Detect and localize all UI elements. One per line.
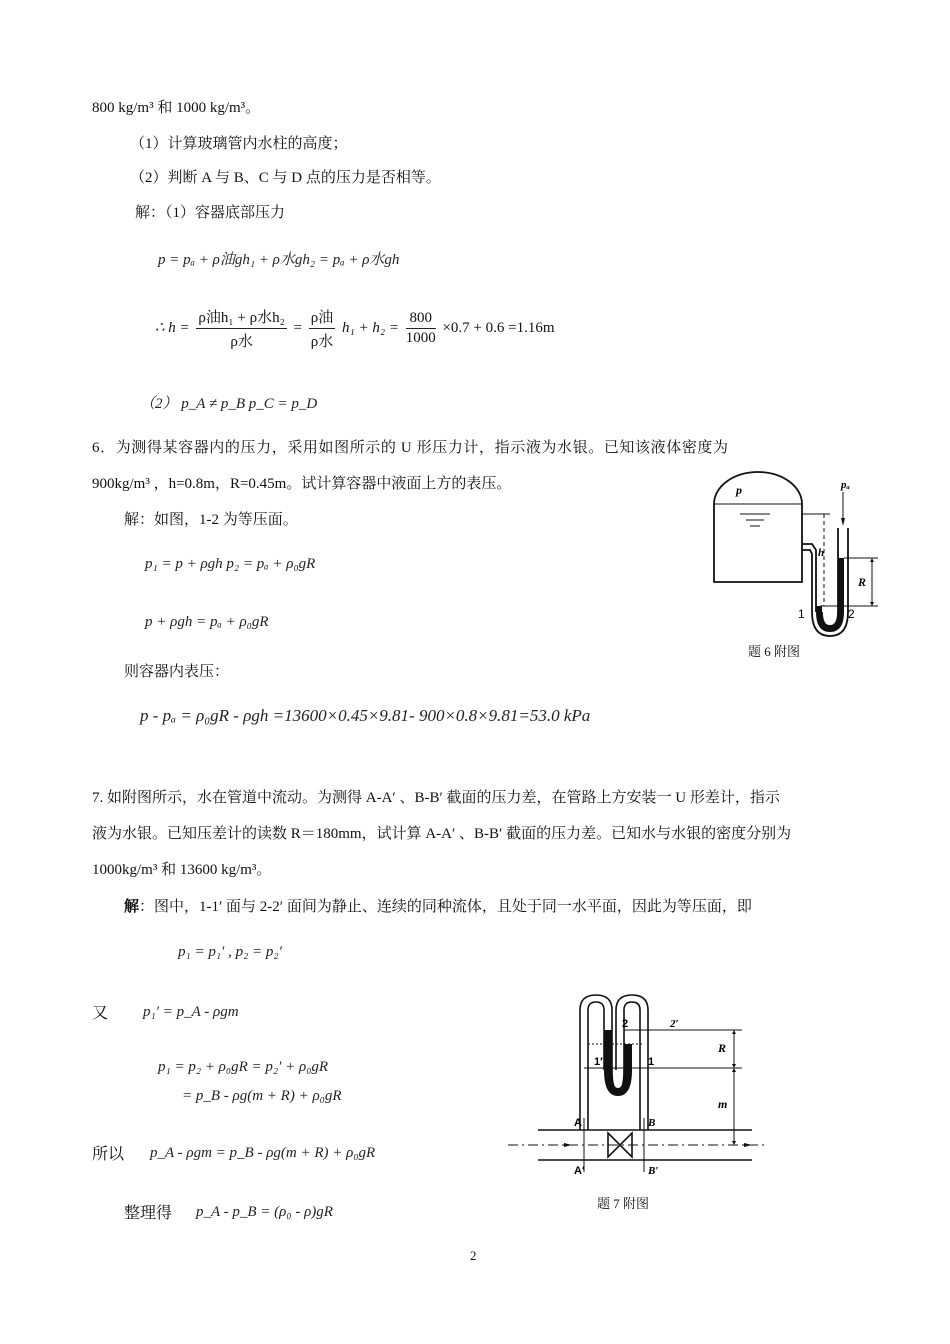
fig6-vessel: [714, 472, 802, 582]
figure-6: [700, 468, 890, 640]
q7-solution-label: 解: [124, 899, 140, 915]
q7-equation-3b: = p_B - ρg(m + R) + ρ₀gR: [182, 1088, 342, 1104]
densities-line: 800 kg/m³ 和 1000 kg/m³。: [92, 100, 261, 116]
fig6-caption: 题 6 附图: [748, 644, 801, 659]
fig7-label-m: m: [718, 1097, 728, 1111]
q5-subquestion-2: （2）判断 A 与 B、C 与 D 点的压力是否相等。: [130, 170, 441, 186]
q7-statement-line-2: 液为水银。已知压差计的读数 R＝180mm，试计算 A-A′ 、B-B′ 截面的压力差。已知水与水银的密度分别为: [92, 826, 792, 842]
q7-equation-1: p₁ = p₁′ , p₂ = p₂′: [178, 944, 282, 960]
q5-answer-2: （2） p_A ≠ p_B p_C = p_D: [140, 396, 318, 412]
fig7-label-R: R: [718, 1041, 727, 1055]
fig7-label-2-prime: 2′: [670, 1018, 679, 1030]
q7-also-label: 又: [92, 1005, 109, 1022]
q6-gauge-pressure-label: 则容器内表压：: [124, 664, 230, 680]
figure-7: [508, 990, 770, 1188]
q7-therefore-label: 所以: [92, 1146, 125, 1163]
q7-statement-line-1: 7. 如附图所示，水在管道中流动。为测得 A-A′ 、B-B′ 截面的压力差，在管路上方安装一 U 形差计，指示: [92, 790, 780, 806]
eq2-fraction-3: [406, 310, 436, 347]
eq2-f1-denominator: ρ水: [230, 334, 253, 350]
eq2-f3-numerator: 800: [406, 310, 436, 329]
eq2-f2-numerator: ρ油: [309, 306, 336, 329]
q7-rearrange-label: 整理得: [124, 1205, 173, 1222]
eq2-tail: ×0.7 + 0.6 =1.16m: [442, 319, 555, 336]
q6-solution-intro: 解：如图，1-2 为等压面。: [124, 512, 298, 528]
fig6-label-h: h: [818, 547, 825, 559]
q7-equation-2: p₁′ = p_A - ρgm: [143, 1004, 239, 1020]
q7-solution-intro: [124, 897, 752, 917]
eq2-fraction-1: [196, 306, 286, 351]
eq2-f1-numerator: ρ油h₁ + ρ水h₂: [196, 306, 286, 329]
eq2-lead: ∴ h =: [155, 319, 190, 336]
q7-solution-text: ：图中，1-1′ 面与 2-2′ 面间为静止、连续的同种流体，且处于同一水平面，因此为等压面，即: [139, 899, 752, 915]
q6-statement-line-2: 900kg/m³ ，h=0.8m，R=0.45m。试计算容器中液面上方的表压。: [92, 476, 512, 492]
eq2-middle: h₁ + h₂ =: [342, 319, 399, 336]
fig6-mercury: [816, 558, 844, 632]
eq2-fraction-2: [309, 306, 336, 351]
fig7-label-1-prime: 1′: [594, 1056, 603, 1068]
q7-equation-5: p_A - p_B = (ρ₀ - ρ)gR: [196, 1204, 333, 1220]
q7-equation-4: p_A - ρgm = p_B - ρg(m + R) + ρ₀gR: [150, 1145, 376, 1161]
eq2-f2-denominator: ρ水: [310, 334, 334, 350]
fig6-connector-tube: [802, 544, 816, 612]
q5-equation-2: [155, 306, 555, 351]
fig6-label-pa: pₐ: [841, 479, 850, 491]
fig7-label-2: 2: [622, 1018, 629, 1030]
q5-solution-heading: 解：（1）容器底部压力: [135, 205, 286, 221]
fig7-label-B: B: [648, 1117, 656, 1129]
fig6-label-p: p: [736, 483, 742, 497]
fig6-label-2: 2: [848, 607, 855, 621]
q6-statement-line-1: 6．为测得某容器内的压力，采用如图所示的 U 形压力计，指示液为水银。已知该液体密度为: [92, 440, 729, 456]
fig7-label-1: 1: [648, 1056, 655, 1068]
fig7-mercury: [604, 1030, 632, 1096]
fig6-label-1: 1: [798, 607, 805, 621]
eq2-f3-denominator: 1000: [405, 330, 436, 346]
fig6-label-R: R: [858, 575, 867, 589]
q6-result: p - pₐ = ρ₀gR - ρgh =13600×0.45×9.81- 900×0.8×9.81=53.0 kPa: [140, 706, 591, 725]
fig7-label-B-prime: B′: [648, 1165, 659, 1177]
fig7-label-A: A: [574, 1117, 582, 1129]
eq2-equals: =: [293, 319, 303, 336]
q6-equation-1: p₁ = p + ρgh p₂ = pₐ + ρ₀gR: [145, 556, 316, 572]
q7-statement-line-3: 1000kg/m³ 和 13600 kg/m³。: [92, 862, 272, 878]
q6-equation-2: p + ρgh = pₐ + ρ₀gR: [145, 614, 269, 630]
fig7-label-A-prime: A′: [574, 1165, 585, 1177]
page-number: 2: [470, 1248, 477, 1263]
q5-equation-1: p = pₐ + ρ油gh₁ + ρ水gh₂ = pₐ + ρ水gh: [158, 252, 400, 268]
fig7-caption: 题 7 附图: [597, 1196, 650, 1211]
q5-subquestion-1: （1）计算玻璃管内水柱的高度；: [130, 136, 348, 152]
q7-equation-3a: p₁ = p₂ + ρ₀gR = p₂′ + ρ₀gR: [158, 1059, 329, 1075]
